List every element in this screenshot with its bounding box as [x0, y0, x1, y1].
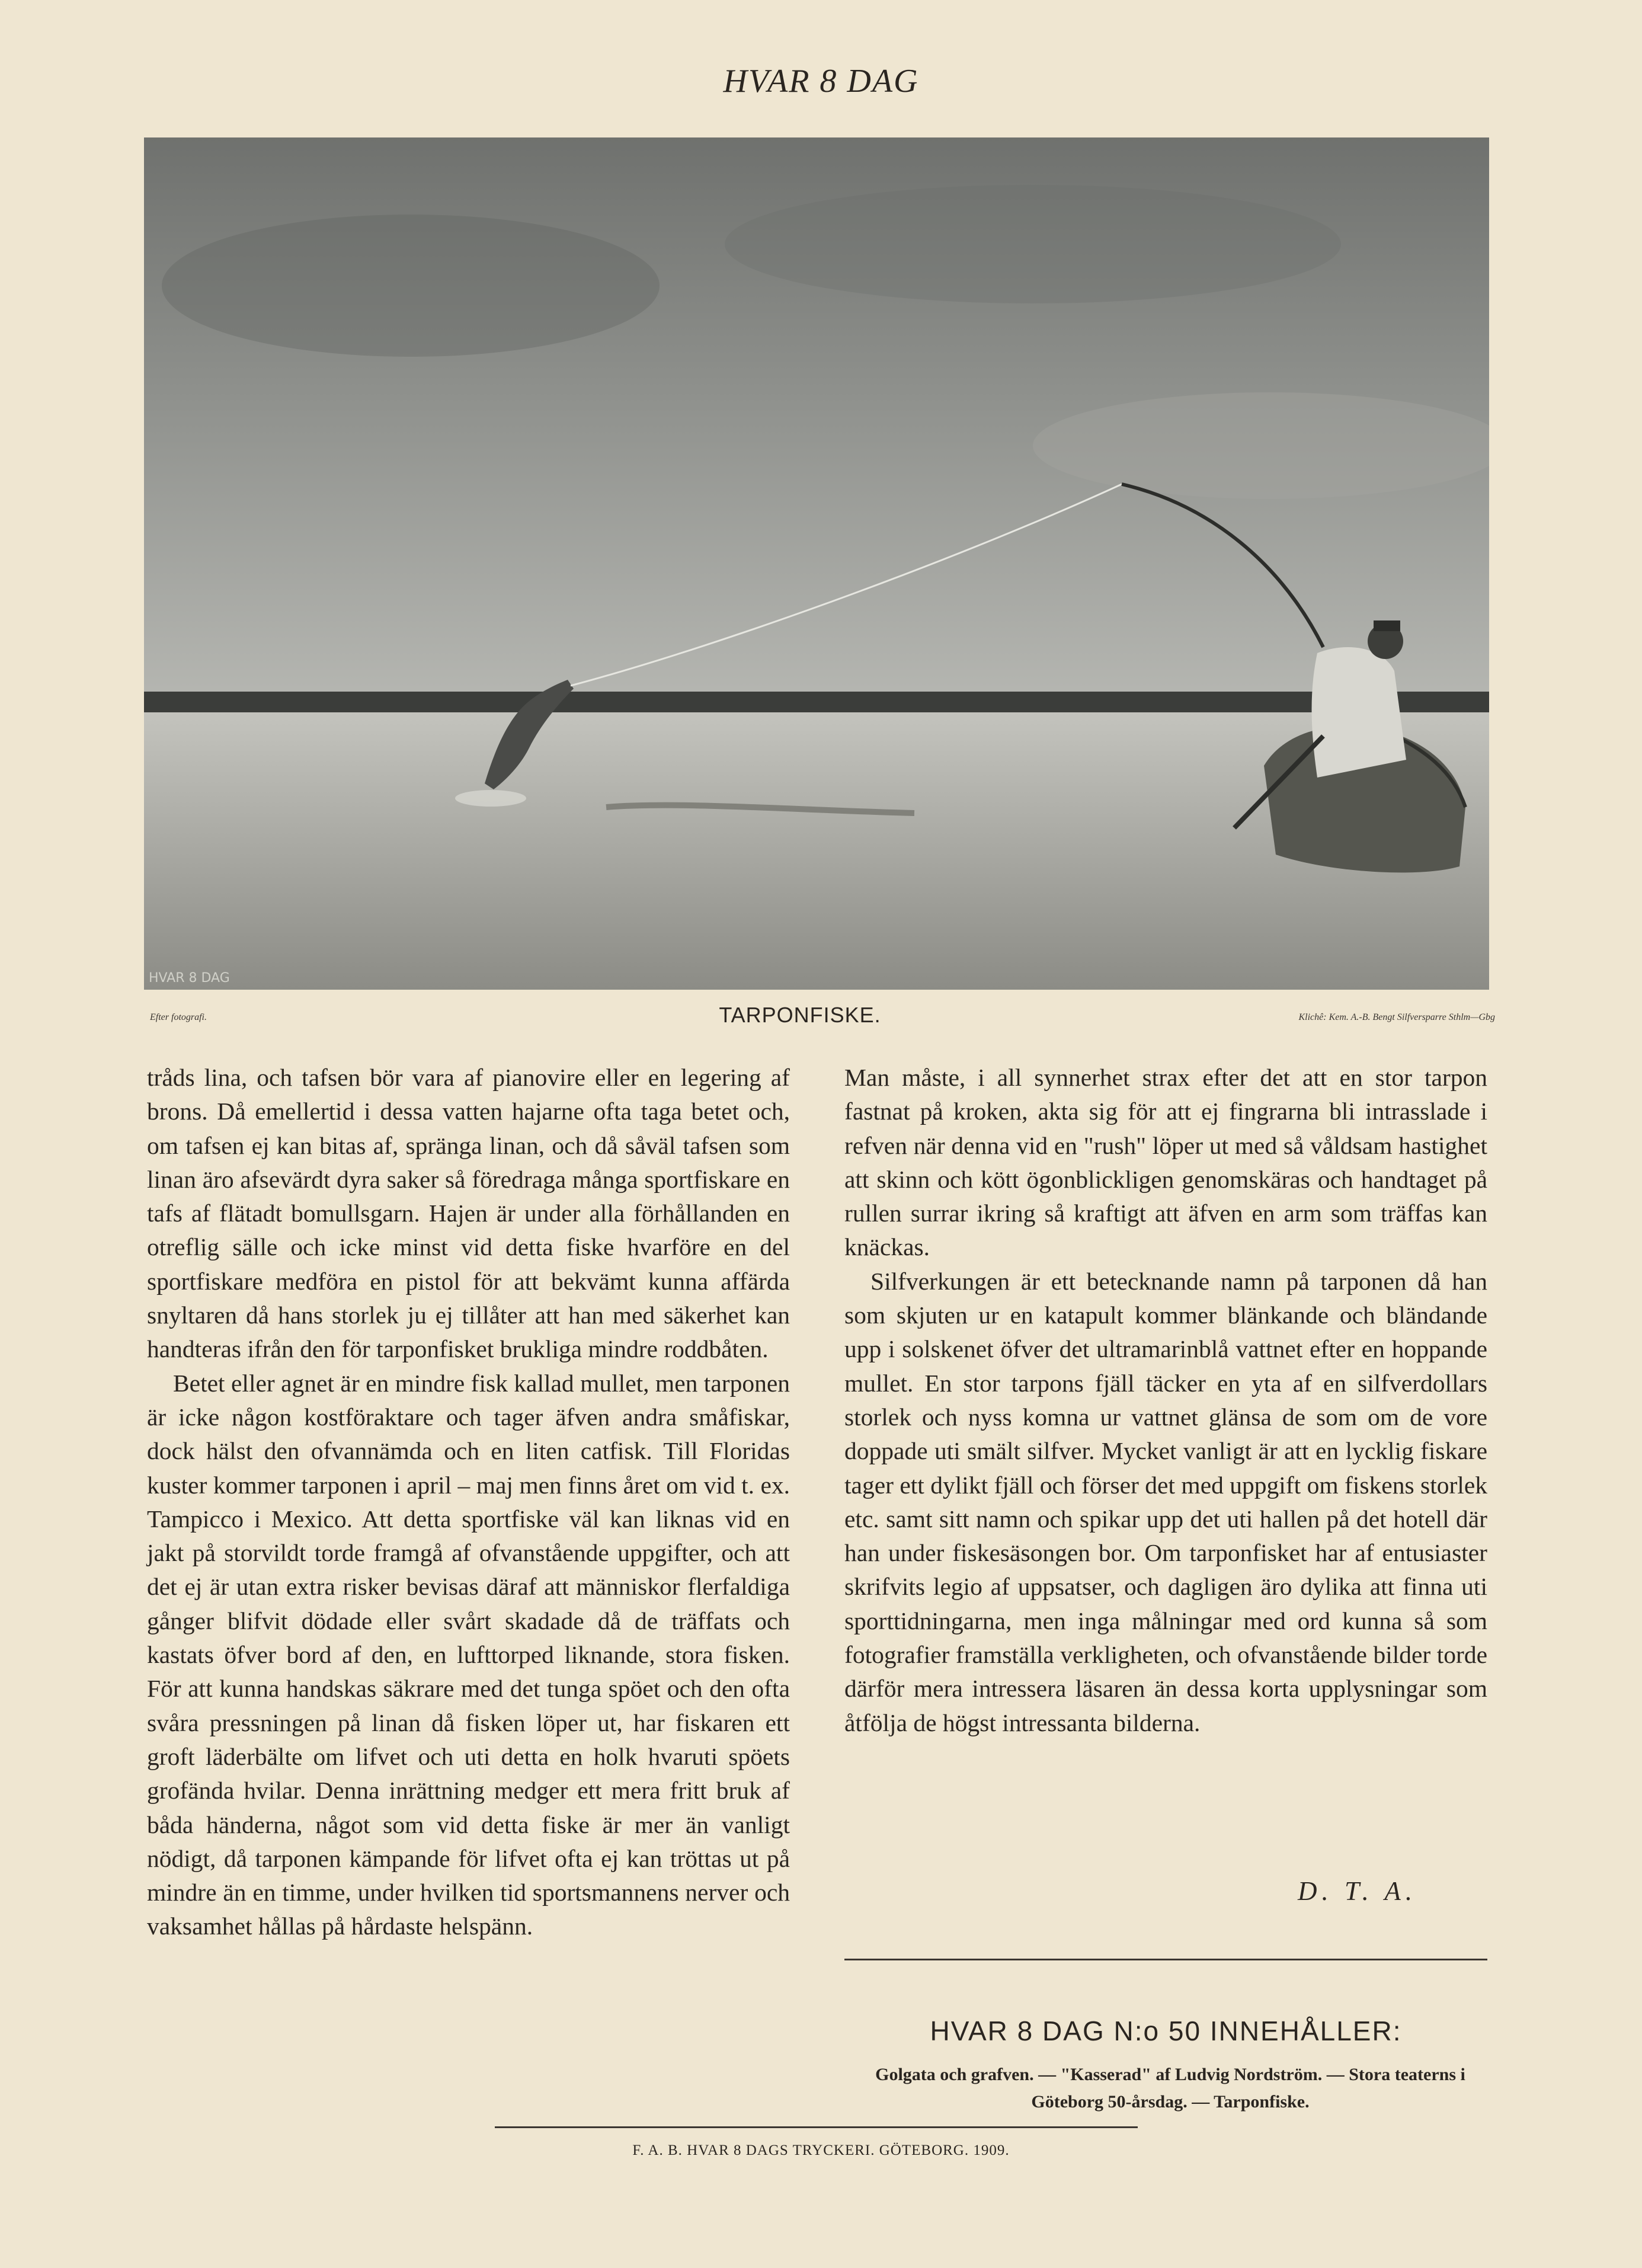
photo-credit: Efter fotografi.: [150, 1012, 207, 1022]
contents-list: Golgata och grafven. — "Kasserad" af Ludvig Nordström. — Stora teaterns i Göteborg 50-årsdag. — Tarponfiske.: [875, 2065, 1465, 2112]
figure-caption: TARPONFISKE.: [719, 1003, 881, 1027]
divider: [844, 1959, 1487, 1960]
shoreline: [144, 692, 1489, 712]
article-column-left: [147, 1061, 790, 1944]
page-header: HVAR 8 DAG: [723, 63, 919, 100]
tarpon-fishing-photo: [144, 137, 1489, 990]
printer-imprint: F. A. B. HVAR 8 DAGS TRYCKERI. GÖTEBORG. 1909.: [632, 2142, 1010, 2158]
photo-watermark: HVAR 8 DAG: [149, 971, 230, 986]
engraving-credit: Klichê: Kem. A.-B. Bengt Silfversparre Sthlm—Gbg: [1298, 1012, 1495, 1022]
article-column-right: [844, 1061, 1487, 1740]
paragraph: Man måste, i all synnerhet strax efter det att en stor tarpon fastnat på kroken, akta sig för att ej fingrarna bli intrasslade i refven när denna vid en "rush" löper ut med så våldsam hastighet att skinn och kött ögonblickligen genomskäras och handtaget på rullen surrar ikring så kraftigt att äfven en arm som träffas kan knäckas.: [844, 1064, 1487, 1261]
contents-title: HVAR 8 DAG N:o 50 INNEHÅLLER:: [930, 2016, 1402, 2046]
paragraph: Silfverkungen är ett betecknande namn på tarponen då han som skjuten ur en katapult kommer blänkande och bländande upp i solskenet öfver det ultramarinblå vattnet efter en hoppande mullet. En stor tarpons fjäll täcker en yta af en silfverdollars storlek och nyss komna ur vattnet glänsa de som om de vore doppade uti smält silfver. Mycket vanligt är att en lycklig fiskare tager ett dylikt fjäll och förser det med uppgift om fiskens storlek etc. samt sitt namn och spikar upp det uti hallen på det hotell där han under fiskesäsongen bor. Om tarponfisket har af entusiaster skrifvits legio af uppsatser, och dagligen äro dylika att finna uti sporttidningarna, men inga målningar med ord kunna så som fotografier framställa verkligheten, och ofvanstående bilder torde därför mera intressera läsaren än dessa korta upplysningar som åtfölja de högst intressanta bilderna.: [844, 1267, 1487, 1736]
author-signature: D. T. A.: [1298, 1876, 1417, 1906]
paragraph: Betet eller agnet är en mindre fisk kallad mullet, men tarponen är icke någon kostföraktare och tager äfven andra småfiskar, dock hälst den ofvannämda och en liten catfisk. Till Floridas kuster kommer tarponen i april – maj men finns året om vid t. ex. Tampicco i Mexico. Att detta sportfiske väl kan liknas vid en jakt på storvildt torde framgå af ofvanstående uppgifter, och att det ej är utan extra risker bevisas däraf att människor flerfaldiga gånger blifvit dödade eller svårt skadade då de träffats och kastats öfver bord af den, en lufttorped liknande, stora fisken. För att kunna handskas säkrare med det tunga spöet och den ofta svåra pressningen på linan då fisken löper ut, har fiskaren ett groft läderbälte om lifvet och uti detta en holk hvaruti spöets grofända hvilar. Denna inrättning medger ett mera fritt bruk af båda händerna, något som vid detta fiske är mer än vanligt nödigt, då tarponen kämpande för lifvet ofta ej kan tröttas ut på mindre än en timme, under hvilken tid sportsmannens nerver och vaksamhet hållas på hårdaste helspänn.: [147, 1369, 790, 1940]
divider: [495, 2126, 1138, 2128]
paragraph: tråds lina, och tafsen bör vara af pianovire eller en legering af brons. Då emellertid i dessa vatten hajarne ofta taga betet och, om tafsen ej kan bitas af, spränga linan, och då såväl tafsen som linan äro afsevärdt dyra saker så föredraga många sportfiskare en tafs af flätadt bomullsgarn. Hajen är under alla förhållanden en otreflig sälle och icke minst vid detta fiske hvarföre en del sportfiskare medföra en pistol för att bekvämt kunna affärda snyltaren då hans storlek ju ej tillåter att han med säkerhet kan handteras ifrån den för tarponfisket brukliga mindre roddbåten.: [147, 1064, 790, 1363]
